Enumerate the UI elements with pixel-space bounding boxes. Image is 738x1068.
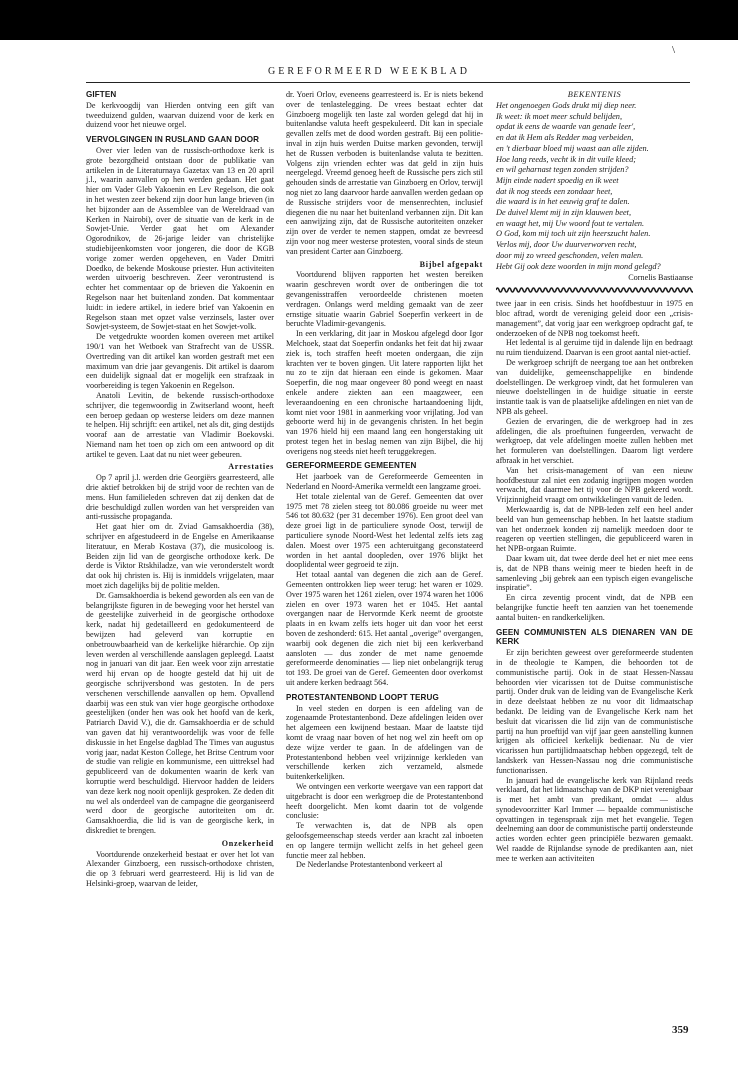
section-heading: GEREFORMEERDE GEMEENTEN: [286, 461, 417, 471]
paragraph: Gezien de ervaringen, die de werkgroep had in zes afdelingen, die als proeftuinen fungeerden, verwacht de werkgroep, dat vele afdelingen moeite zullen hebben met het formuleren van doelstellingen. Daarom ligt verdere afbraak in het verschiet.: [496, 416, 693, 465]
paragraph: De kerkvoogdij van Hierden ontving een gift van tweeduizend gulden, waarvan duizend voor de kerk en duizend voor het nieuwe orgel.: [86, 100, 274, 130]
subheading: Bijbel afgepakt: [419, 259, 483, 269]
poem-line: Ik weet: ik moet meer schuld belijden,: [496, 111, 623, 121]
poem-line: en dat ik Hem als Redder mag verbeiden,: [496, 133, 634, 143]
column-left: [86, 90, 274, 889]
subheading: Onzekerheid: [221, 838, 274, 848]
column-right: [496, 90, 693, 864]
poem-line: die waard is in het eeuwig graf te dalen.: [496, 197, 630, 207]
paragraph: Dr. Gamsakhoerdia is bekend geworden als een van de belangrijkste figuren in de beweging voor het herstel van de geestelijke zuiverheid in de georgische orthodoxe kerk, nadat hij gedetailleerd en gedokumenteerd de bewijzen had geleverd van korruptie en onbetrouwbaarheid van de kerkelijke hiërarchie. Op zijn leven werden al verschillende aanslagen gepleegd. Laatst nog in januari van dit jaar. Een week voor zijn arrestatie werd hij ervan op de hoogte gesteld dat hij uit de georgische schrijversbond was gestoten. In de pers verschenen verschillende aanvallen op hem. Opvallend daarbij was een stuk van vier hoge georgische orthodoxe geestelijken (onder hen was ook het hoofd van de kerk, Patriarch David V.), die dr. Gamsakhoerdia er de schuld van gaven dat hij verantwoordelijk was voor de felle diskussie in het Engelse dagblad The Times van augustus vorig jaar, nadat Keston College, het Britse Centrum voor de studie van religie en kommunisme, een uittreksel had gepubliceerd van de dokumenten waarin de kerk van korruptie werd beschuldigd. Hiervoor hadden de leiders van deze kerk nog nooit openlijk gesproken. Ze deden dit nu wel als onderdeel van de campagne die georganiseerd werd door de georgische autoriteiten om dr. Gamsakhoerdia, die lid is van de georgische kerk, in diskrediet te brengen.: [86, 590, 274, 835]
paragraph: Over vier leden van de russisch-orthodoxe kerk is grote bezorgdheid ontstaan door de publikatie van artikelen in de Literaturnaya Gazetax van 13 en 20 april j.l., waarin aanvallen op hen werden gedaan. Het gaat hier om Vader Gleb Yakoenin en Lev Regelson, die ook in het westen zeer bekend zijn door hun lange brieven (in het bijzonder aan de Assemblee van de Wereldraad van Kerken in Nairobi), over de situatie van de kerk in de Sowjet-Unie. Verder gaat het om Alexander Ogorodnikov, de 26-jarige leider van christelijke studiebijeenkomsten voor jongeren, die door de KGB vorige zomer werden opgeheven, en Vader Dmitri Doedko, de bekende Moskouse priester. Hun activiteiten werden uitvoerig beschreven. Zeer verontrustend is echter het commentaar op de brieven die Yakoenin en Regelson naar het buitenland zonden. Dat kommentaar luidt: in iedere artikel, in iedere brief van Yakoenin en Regelson staan met opzet valse verzinsels, laster over Sowjet-systeem, de Sowjet-staat en het Sowjet-volk.: [86, 145, 274, 332]
scan-top-border: [0, 0, 738, 40]
section-heading: VERVOLGINGEN IN RUSLAND GAAN DOOR: [86, 135, 260, 145]
paragraph: Op 7 april j.l. werden drie Georgiërs gearresteerd, alle drie aktief betrokken bij de strijd voor de rechten van de mens. Hun familieleden schreven dat zij denken dat de drie beschuldigd zullen worden van het verspreiden van anti-russische propaganda.: [86, 473, 274, 522]
paragraph: En circa zeventig procent vindt, dat de NPB een belangrijke functie heeft ten aanzien van het toenemende aantal buiten- en randkerkelijken.: [496, 593, 693, 622]
subheading: Arrestaties: [228, 462, 274, 472]
poem-line: dat ik nog steeds een zondaar heet,: [496, 186, 613, 196]
paragraph: Het totale zielental van de Geref. Gemeenten dat over 1975 met 78 zielen steeg tot 80.086 groeide nu weer met 546 tot 80.632 (per 31 december 1976). Een groot deel van deze groei ligt in de particuliere synode Oost, terwijl de particuliere synode Noord-West het ledental zelfs iets zag dalen. Moest over 1975 een achteruitgang geconstateerd worden in het aantal doopleden, over 1976 blijkt het dooplidental weer gegroeid te zijn.: [286, 491, 483, 570]
section-heading: PROTESTANTENBOND LOOPT TERUG: [286, 692, 439, 702]
running-title: GEREFORMEERD WEEKBLAD: [268, 66, 470, 77]
poem-line: Hebt Gij ook deze woorden in mijn mond gelegd?: [496, 261, 661, 271]
column-right-articles: [496, 299, 693, 863]
poem-line: en waagt het, mij Uw woord fout te vertalen.: [496, 218, 645, 228]
paragraph: twee jaar in een crisis. Sinds het hoofdbestuur in 1975 en bloc aftrad, wordt de vereniging geleid door een „crisis-management”, dat vorig jaar een werkgroep opdracht gaf, te onderzoeken of de NPB nog toekomst heeft.: [496, 299, 693, 338]
paragraph: Daar kwam uit, dat twee derde deel het er niet mee eens is, dat de NPB thans weinig meer te bieden heeft in de samenleving „bij gebrek aan een typisch eigen evangelische inspiratie”.: [496, 553, 693, 593]
poem-line: O God, kom mij toch uit zijn heerszucht halen.: [496, 229, 651, 239]
paragraph: Voortdurend blijven rapporten het westen bereiken waarin geschreven wordt over de ontberingen die tot gevangenisstraffen veroordeelde christenen moeten verdragen. Onlangs werd melding gemaakt van de zeer ernstige situatie waarin Gabriel Soeperfin verkeert in de beruchte Vladimir-gevangenis.: [286, 270, 483, 329]
poem-line: opdat ik eens de waarde van genade leer',: [496, 122, 636, 132]
paragraph: Het jaarboek van de Gereformeerde Gemeenten in Nederland en Noord-Amerika vermeldt een langzame groei.: [286, 472, 483, 492]
paragraph: In een verklaring, dit jaar in Moskou afgelegd door Igor Melchoek, staat dat Soeperfin ondanks het feit dat hij zwaar ziek is, toch straffen heeft moeten ondergaan, die zijn krachten ver te boven gingen. Uit latere rapporten lijkt het nu zo te zijn dat hieraan een einde is gekomen. Maar Soeperfin, die nog maar ongeveer 80 pond weegt en naast enkele andere ziekten aan een maagzweer, een leveraandoening en een chronische hartaandoening lijdt, komt niet voor 1981 in aanmerking voor vrijlating. Jod van geboorte werd hij in de gevangenis christen. In het begin van 1976 hield hij een maand lang een hongerstaking uit protest tegen het in beslag nemen van zijn Bijbel, die hij overigens nog steeds niet heeft teruggekregen.: [286, 329, 483, 456]
paragraph: Het ledental is al geruime tijd in dalende lijn en bedraagt nu ruim tienduizend. Daarvan is een groot aantal niet-actief.: [496, 338, 693, 358]
wave-ornament: [496, 286, 693, 294]
paragraph: Van het crisis-management of van een nieuw hoofdbestuur zal niet een zodanig ingrijpen mogen worden verwacht, dat daarmee het tij voor de NPB gekeerd wordt. Vrijzinnigheid vraagt om ontwikkelingen vanuit de leden.: [496, 465, 693, 505]
paragraph: In veel steden en dorpen is een afdeling van de zogenaamde Protestantenbond. Deze afdelingen leiden over het algemeen een kwijnend bestaan. Maar de laatste tijd komt de vraag naar boven of het nog wel zin heeft om op deze wijze verder te gaan. In de afdelingen van de Protestantenbond hebben veel vrijzinnige kerkleden van verschillende kerken zich verzameld, alsmede buitenkerkelijken.: [286, 703, 483, 782]
paragraph: Voortdurende onzekerheid bestaat er over het lot van Alexander Ginzboerg, een russisch-orthodoxe christen, die op 3 februari werd gearresteerd. Hij is lid van de Helsinki-groep, waarvan de leider,: [86, 849, 274, 888]
poem-line: Verlos mij, door Uw duurverworven recht,: [496, 240, 637, 250]
poem-title: BEKENTENIS: [567, 90, 622, 99]
scan-mark: \: [672, 44, 676, 56]
paragraph: Er zijn berichten geweest over gereformeerde studenten in de theologie te Kampen, die behoorden tot de communistische partij. Ook in de staat Hessen-Nassau behoorden vier vicarissen tot de Duitse communistische partij. Onder druk van de leiding van de Evangelische Kerk in deze deelstaat hebben ze nu voor dit lidmaatschap bedankt. De leiding van de Evangelische Kerk nam het besluit dat vicarissen die lid zijn van de communistische partij na hun proeftijd van vijf jaar geen aanstelling kunnen krijgen als officieel kerkelijk bedienaar. Nu de vier vicarissen hun partijlidmaatschap hebben opgezegd, telt de landskerk van Hessen-Nassau nog drie communistische functionarissen.: [496, 648, 693, 775]
poem-line: Hoe lang reeds, vecht ik in dit vuile kleed;: [496, 154, 636, 164]
poem-line: De duivel klemt mij in zijn klauwen beet,: [496, 208, 632, 218]
poem-line: Mijn einde nadert spoedig en ik weet: [496, 175, 619, 185]
paragraph: Het totaal aantal van degenen die zich aan de Geref. Gemeenten onttrokken liep weer terug: het waren er 1029. Over 1975 waren het 1261 zielen, over 1974 waren het 1006 zielen en over 1973 waren het er 1045. Het aantal overgangen naar de Hervormde Kerk neemt de grootste plaats in en kwam zelfs iets hoger uit dan voor het eerst boven de zeshonderd: 615. Het aantal „overige” overgangen, waarbij ook degenen die zich niet bij een kerkverband aansloten — dus zonder de met name genoemde gereformeerde denominaties — liep niet onbelangrijk terug tot 193. De groei van de Geref. Gemeenten door overkomst uit andere kerken bedraagt 564.: [286, 570, 483, 688]
paragraph: De vetgedrukte woorden komen overeen met artikel 190/1 van het Wetboek van Strafrecht van de USSR. Overtreding van dit artikel kan worden gestraft met een maximum van drie jaar gevangenis. Dit artikel is daarom een duidelijk signaal dat er mogelijk een strafzaak in voorbereiding is tegen Yakoenin en Regelson.: [86, 332, 274, 391]
poem-line: en wil geharnast tegen zonden strijden?: [496, 165, 629, 175]
paragraph: De Nederlandse Protestantenbond verkeert al: [296, 860, 443, 870]
column-middle: [286, 90, 483, 870]
paragraph: We ontvingen een verkorte weergave van een rapport dat uitgebracht is door een werkgroep die de Protestantenbond heeft doorgelicht. Men komt daarin tot de volgende conclusie:: [286, 781, 483, 821]
paragraph: In januari had de evangelische kerk van Rijnland reeds verklaard, dat het lidmaatschap van de DKP niet verenigbaar is met het ambt van predikant, omdat — aldus synodevoorzitter Karl Immer — bepaalde communistische opvattingen in tegenspraak zijn met het evangelie. Tegen deelneming aan door de communistische partij ondersteunde acties worden echter geen principiële bezwaren gemaakt. Wel raadde de Rijnlandse synode de predikanten aan, niet mee te werken aan activiteiten: [496, 775, 693, 863]
poem: [496, 90, 693, 283]
paragraph: Anatoli Levitin, de bekende russisch-orthodoxe schrijver, die tegenwoordig in Zwitserland woont, heeft een beroep gedaan op westerse leiders om deze mannen te helpen. Hij schrijft: een artikel, net als dit, ging destijds vooraf aan de arrestatie van Vladimir Boekovski. Niemand nam het toen op zich om een antwoord op dit artikel te geven. Laat dat nu niet weer gebeuren.: [86, 390, 274, 459]
section-heading: GIFTEN: [86, 90, 117, 99]
ornamental-divider: [496, 286, 693, 294]
paragraph: De werkgroep schrijft de neergang toe aan het ontbreken van duidelijke, gemeenschappelijke en bindende doelstellingen. De werkgroep vindt, dat het formuleren van nieuwe doelstellingen in de huidige situatie in eerste instantie taak is van de plaatselijke afdelingen en niet van de NPB als geheel.: [496, 358, 693, 417]
poem-line: Het ongenoegen Gods drukt mij diep neer.: [496, 101, 637, 110]
poem-body: [496, 101, 693, 272]
poem-line: door mij zo wreed geschonden, velen malen.: [496, 250, 644, 260]
paragraph: dr. Yoeri Orlov, eveneens gearresteerd is. Er is niets bekend over de tenlastelegging. De vrees bestaat echter dat Ginzboerg mogelijk ten laste zal worden gelegd dat hij in buitenlandse valuta heeft gespekuleerd. Dit kan in speciale gevallen zelfs met de dood worden gestraft. Bij een politie-inval in zijn huis werden Duitse marken gevonden, terwijl het de Russen verboden is buitenlandse valuta te bezitten. Volgens zijn vrienden echter was dat geld in zijn huis neergelegd. Vreemd genoeg heeft de Russische pers zich stil gehouden sinds de arrestatie van Ginzboerg en Orlov, terwijl nog niet zo lang daarvoor harde aanvallen werden gedaan op de Russische strijders voor de mensenrechten, inclusief diegenen die nu naar het buitenland verbannen zijn. Dit kan een aanwijzing zijn, dat de Russische autoriteiten onzeker zijn over de verder te nemen stappen, omdat ze bevreesd zijn voor nog meer westerse protesten, vooral sinds de steun van president Carter aan Ginzboerg.: [286, 90, 483, 256]
poem-line: en 't dierbaar bloed mij waast aan alle zijden.: [496, 143, 649, 153]
paragraph: Het gaat hier om dr. Zviad Gamsakhoerdia (38), schrijver en afgestudeerd in de Engelse en Amerikaanse literatuur, en Merab Kostava (37), die musicoloog is. Beiden zijn lid van de georgische orthodoxe kerk. De derde is Viktor Rtskhiladze, van wie veronderstelt wordt dat ook hij christen is. Hij is inmiddels vrijgelaten, maar moet zich dagelijks bij de politie melden.: [86, 522, 274, 591]
paragraph: Te verwachten is, dat de NPB als open geloofsgemeenschap steeds verder aan kracht zal inboeten en op langere termijn wellicht zelfs in het geheel geen functie meer zal hebben.: [286, 821, 483, 860]
header-rule: [86, 82, 690, 83]
section-heading: GEEN COMMUNISTEN ALS DIENAREN VAN DE KERK: [496, 627, 693, 647]
poem-author: Cornelis Bastiaanse: [628, 273, 693, 283]
paragraph: Merkwaardig is, dat de NPB-leden zelf een heel ander beeld van hun gemeenschap hebben. In het laatste stadium van het onderzoek konden zij namelijk meedoen door te reageren op veertien stellingen, die gepubliceerd waren in het NPB-orgaan Ruimte.: [496, 504, 693, 554]
page-number: 359: [672, 1024, 689, 1036]
